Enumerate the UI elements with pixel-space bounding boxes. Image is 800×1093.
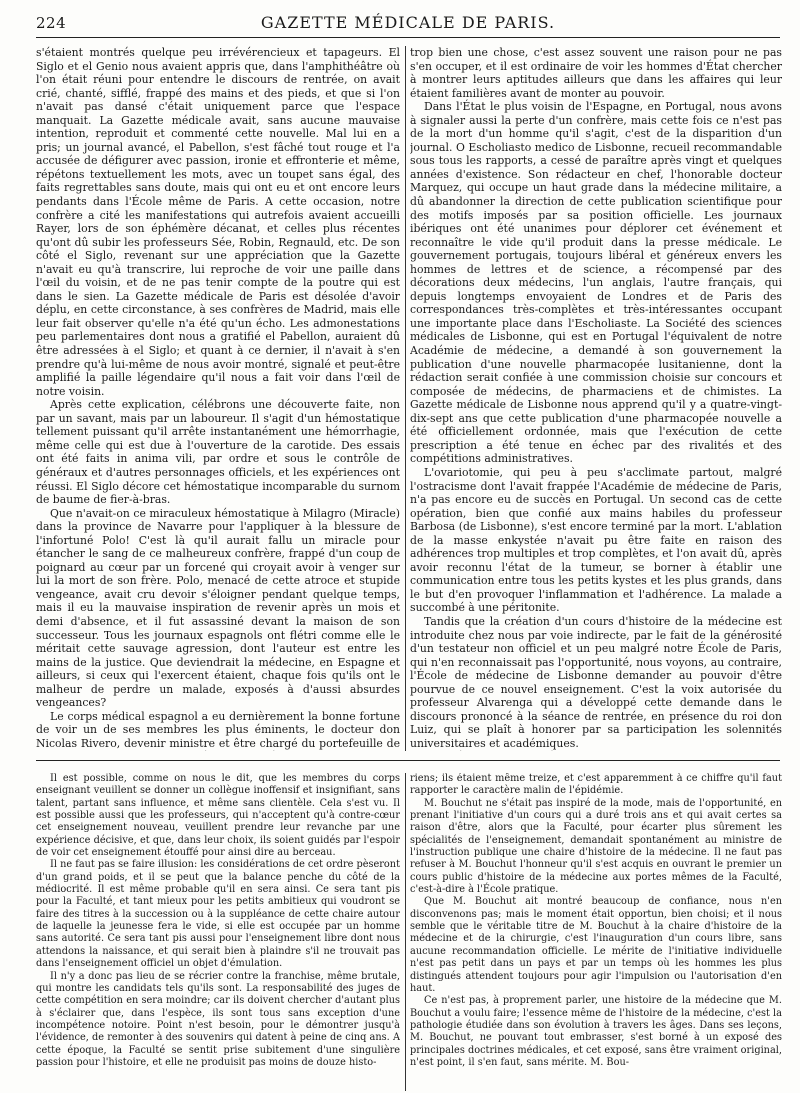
paragraph: s'étaient montrés quelque peu irrévérencieux et tapageurs. El Siglo et el Genio nous avaient appris que, dans l'amphithéâtre où l'on était réuni pour entendre le discours de rentrée, on avait crié, chanté, sifflé, frappé des mains et des pieds, et que si l'on n'avait pas dansé c'était uniquement parce que l'espace manquait. La Gazette médicale avait, sans aucune mauvaise intention, reproduit et commenté cette nouvelle. Mal lui en a pris; un journal avancé, el Pabellon, s'est fâché tout rouge et l'a accusée de défigurer avec passion, ironie et effronterie et même, répétons textuellement les mots, avec un toupet sans égal, des faits regrettables sans doute, mais qui ont eu et ont encore leurs pendants dans l'École même de Paris. A cette occasion, notre confrère a cité les manifestations qui autrefois avaient accueilli Rayer, lors de son éphémère décanat, et celles plus récentes qu'ont dû subir les professeurs Sée, Robin, Regnauld, etc. De son côté el Siglo, revenant sur une appréciation que la Gazette n'avait eu qu'à transcrire, lui reproche de voir une paille dans l'œil du voisin, et de ne pas tenir compte de la poutre qui est dans le sien. La Gazette médicale de Paris est désolée d'avoir déplu, en cette circonstance, à ses confrères de Madrid, mais elle leur fait observer qu'elle n'a été qu'un écho. Les admonestations peu parlementaires dont nous a gratifié el Pabellon, auraient dû être adressées à el Siglo; et quant à ce dernier, il n'avait à s'en prendre qu'à lui-même de nous avoir montré, signalé et peut-être amplifié la paille légendaire qu'il nous a fait voir dans l'œil de notre voisin. (36, 46, 400, 398)
paragraph (410, 750, 782, 751)
section-divider-rule (36, 760, 780, 761)
paragraph: Ce n'est pas, à proprement parler, une histoire de la médecine que M. Bouchut a voulu faire; l'essence même de l'histoire de la médecine, c'est la pathologie étudiée dans son évolution à travers les âges. Dans ses leçons, M. Bouchut, ne pouvant tout embrasser, s'est borné à un exposé des principales doctrines médicales, et cet exposé, sans être vraiment original, n'est point, il s'en faut, sans mérite. M. Bou- (410, 995, 782, 1068)
paragraph: Tandis que la création d'un cours d'histoire de la médecine est introduite chez nous par voie indirecte, par le fait de la générosité d'un testateur non officiel et un peu malgré notre École de Paris, qui n'en reconnaissait pas l'opportunité, nous voyons, au contraire, l'École de médecine de Lisbonne demander au pouvoir d'être pourvue de ce nouvel enseignement. C'est la voix autorisée du professeur Alvarenga qui a développé cette demande dans le discours prononcé à la séance de rentrée, en présence du roi don Luiz, qui se plaît à honorer par sa participation les solennités universitaires et académiques. (410, 614, 782, 750)
upper-left-column (36, 46, 400, 751)
paragraph: Après cette explication, célébrons une découverte faite, non par un savant, mais par un laboureur. Il s'agit d'un hémostatique tellement puissant qu'il arrête instantanément une hémorrhagie, même celle qui est due à l'ouverture de la carotide. Des essais ont été faits in anima vili, par ordre et sous le contrôle de généraux et d'autres personnages officiels, et les expériences ont réussi. El Siglo décore cet hémostatique incomparable du surnom de baume de fier-à-bras. (36, 398, 400, 507)
paragraph: Il est possible, comme on nous le dit, que les membres du corps enseignant veuillent se donner un collègue inoffensif et insignifiant, sans talent, partant sans influence, et même sans clientèle. Cela s'est vu. Il est possible aussi que les professeurs, qui n'acceptent qu'à contre-cœur cet enseignement nouveau, veuillent prendre leur revanche par une expérience décisive, et que, dans leur choix, ils soient guidés par l'espoir de voir cet enseignement étouffé pour ainsi dire au berceau. (36, 773, 400, 859)
paragraph: Il ne faut pas se faire illusion: les considérations de cet ordre pèseront d'un grand poids, et il se peut que la balance penche du côté de la médiocrité. Il est même probable qu'il en sera ainsi. Ce sera tant pis pour la Faculté, et tant mieux pour les petits ambitieux qui voudront se faire des titres à la succession ou à la suppléance de cette chaire autour de laquelle la jeunesse fera le vide, si elle est occupée par un homme sans autorité. Ce sera tant pis aussi pour l'enseignement libre dont nous attendons la naissance, et qui serait bien à plaindre s'il ne trouvait pas dans l'enseignement officiel un objet d'émulation. (36, 859, 400, 970)
page-number: 224 (36, 14, 67, 32)
paragraph: M. Bouchut ne s'était pas inspiré de la mode, mais de l'opportunité, en prenant l'initiative d'un cours qui a duré trois ans et qui avait certes sa raison d'être, alors que la Faculté, pour écarter plus sûrement les spécialités de l'enseignement, demandait spontanément au ministre de l'instruction publique une chaire d'histoire de la médecine. Il ne faut pas refuser à M. Bouchut l'honneur qu'il s'est acquis en ouvrant le premier un cours public d'histoire de la médecine aux portes mêmes de la Faculté, c'est-à-dire à l'École pratique. (410, 797, 782, 896)
paragraph: Le corps médical espagnol a eu dernièrement la bonne fortune de voir un de ses membres les plus éminents, le docteur don Nicolas Rivero, devenir ministre et être chargé du portefeuille de (36, 709, 400, 750)
paragraph: Il n'y a donc pas lieu de se récrier contre la franchise, même brutale, qui montre les candidats tels qu'ils sont. La responsabilité des juges de cette compétition en sera moindre; car ils doivent chercher d'autant plus à s'éclairer que, dans l'espèce, ils sont tous sans exception d'une incompétence notoire. Point n'est besoin, pour le démontrer jusqu'à l'évidence, de remonter à des souvenirs qui datent à peine de cinq ans. A cette époque, la Faculté se sentit prise subitement d'une singulière passion pour l'histoire, et elle ne produisit pas moins de douze histo- (36, 970, 400, 1068)
upper-right-column (410, 46, 782, 751)
paragraph: trop bien une chose, c'est assez souvent une raison pour ne pas s'en occuper, et il est ordinaire de voir les hommes d'État chercher à montrer leurs aptitudes ailleurs que dans les affaires qui leur étaient familières avant de monter au pouvoir. (410, 46, 782, 100)
column-divider-upper (405, 46, 406, 751)
header-rule (36, 37, 780, 38)
paragraph: L'ovariotomie, qui peu à peu s'acclimate partout, malgré l'ostracisme dont l'avait frappée l'Académie de médecine de Paris, n'a pas encore eu de succès en Portugal. Un second cas de cette opération, bien que confié aux mains habiles du professeur Barbosa (de Lisbonne), s'est encore terminé par la mort. L'ablation de la masse enkystée n'avait pu être faite en raison des adhérences trop multiples et trop complètes, et l'on avait dû, après avoir reconnu l'état de la tumeur, se borner à établir une communication entre tous les petits kystes et les plus grands, dans le but d'en provoquer l'inflammation et l'adhérence. La malade a succombé à une péritonite. (410, 465, 782, 615)
lower-left-column (36, 773, 400, 1091)
page-header (36, 12, 780, 34)
paragraph: riens; ils étaient même treize, et c'est apparemment à ce chiffre qu'il faut rapporter le caractère malin de l'épidémie. (410, 773, 782, 797)
lower-right-column (410, 773, 782, 1091)
paragraph: Que n'avait-on ce miraculeux hémostatique à Milagro (Miracle) dans la province de Navarre pour l'appliquer à la blessure de l'infortuné Polo! C'est là qu'il aurait fallu un miracle pour étancher le sang de ce malheureux confrère, frappé d'un coup de poignard au cœur par un forcené qui croyait avoir à venger sur lui la mort de son frère. Polo, menacé de cette atroce et stupide vengeance, avait cru devoir s'éloigner pendant quelque temps, mais il eu la mauvaise inspiration de revenir après un mois et demi d'absence, et il fut assassiné devant la maison de son successeur. Tous les journaux espagnols ont flétri comme elle le méritait cette sauvage agression, dont l'auteur est entre les mains de la justice. Que deviendrait la médecine, en Espagne et ailleurs, si ceux qui l'exercent étaient, chaque fois qu'ils ont le malheur de perdre un malade, exposés à d'aussi absurdes vengeances? (36, 506, 400, 710)
paragraph: Dans l'État le plus voisin de l'Espagne, en Portugal, nous avons à signaler aussi la perte d'un confrère, mais cette fois ce n'est pas de la mort d'un homme qu'il s'agit, c'est de la disparition d'un journal. O Escholiasto medico de Lisbonne, recueil recommandable sous tous les rapports, a cessé de paraître après vingt et quelques années d'existence. Son rédacteur en chef, l'honorable docteur Marquez, qui occupe un haut grade dans la médecine militaire, a dû abandonner la direction de cette publication scientifique pour des motifs imposés par sa position officielle. Les journaux ibériques ont été unanimes pour déplorer cet événement et reconnaître le vide qu'il produit dans la presse médicale. Le gouvernement portugais, toujours libéral et généreux envers les hommes de lettres et de science, a récompensé par des décorations deux médecins, l'un anglais, l'autre français, qui depuis longtemps envoyaient de Londres et de Paris des correspondances très-complètes et très-intéressantes occupant une importante place dans l'Escholiaste. La Société des sciences médicales de Lisbonne, qui est en Portugal l'équivalent de notre Académie de médecine, a demandé à son gouvernement la publication d'une nouvelle pharmacopée lusitanienne, dont la rédaction serait confiée à une commission choisie sur concours et composée de médecins, de pharmaciens et de chimistes. La Gazette médicale de Lisbonne nous apprend qu'il y a quatre-vingt-dix-sept ans que cette publication d'une pharmacopée nouvelle a été officiellement ordonnée, mais que l'exécution de cette prescription a été tenue en échec par des rivalités et des compétitions administratives. (410, 100, 782, 466)
column-divider-lower (405, 773, 406, 1091)
paragraph: Que M. Bouchut ait montré beaucoup de confiance, nous n'en disconvenons pas; mais le moment était opportun, bien choisi; et il nous semble que le véritable titre de M. Bouchut à la chaire d'histoire de la médecine et de la chirurgie, c'est l'inauguration d'un cours libre, sans aucune recommandation officielle. Le mérite de l'initiative individuelle n'est pas petit dans un pays et par un temps où les hommes les plus distingués attendent toujours pour agir l'impulsion ou l'autorisation d'en haut. (410, 896, 782, 994)
running-title: GAZETTE MÉDICALE DE PARIS. (260, 13, 556, 32)
